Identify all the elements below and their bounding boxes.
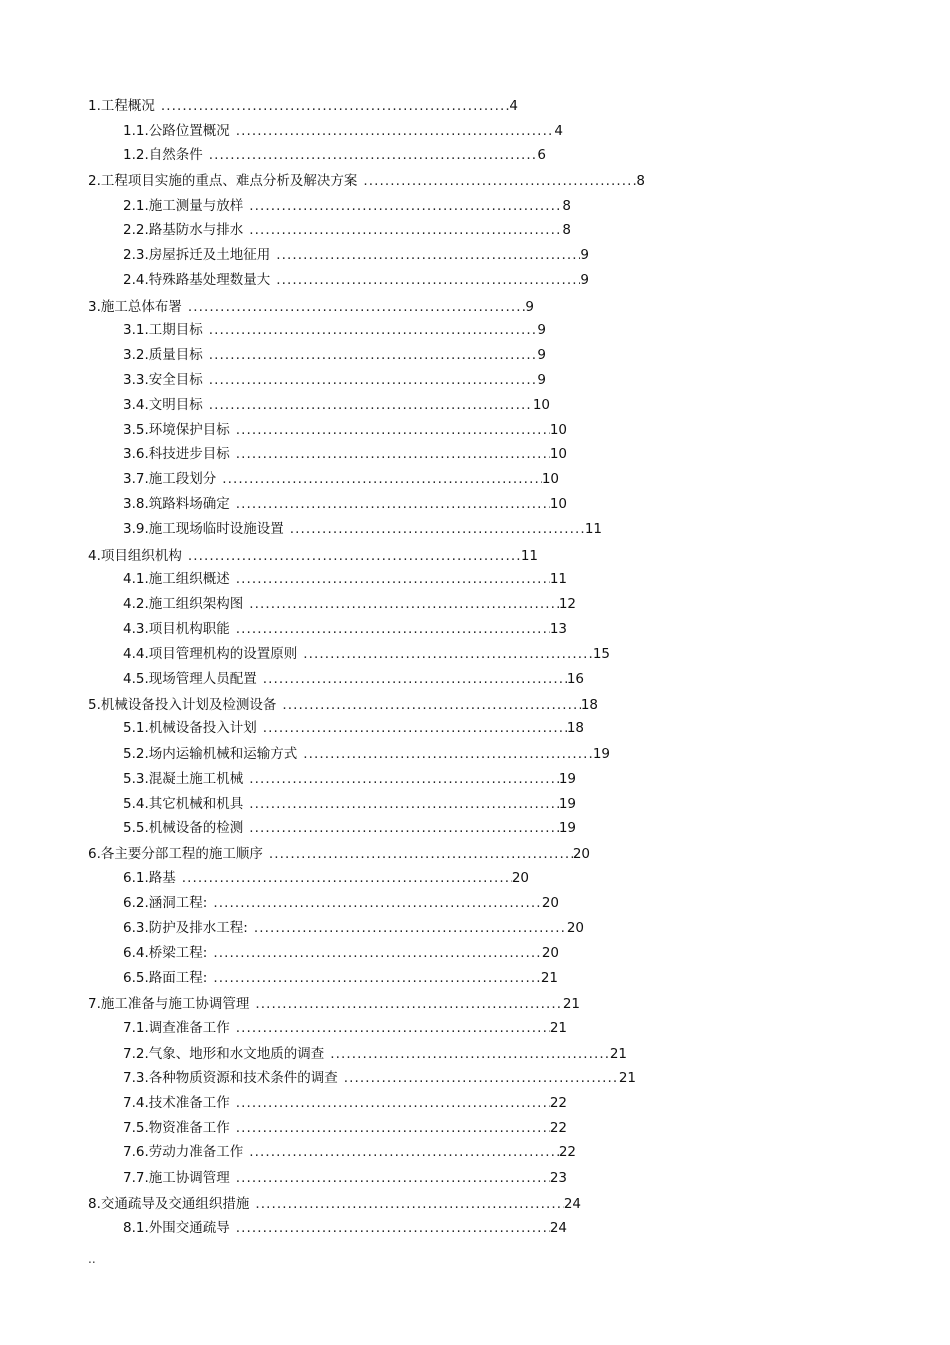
toc-entry-number: 3.8. — [123, 496, 149, 512]
toc-entry-title: 公路位置概况 — [148, 123, 230, 139]
toc-entry-number: 4.4. — [123, 646, 149, 662]
toc-entry-title: 机械设备投入计划及检测设备 — [100, 697, 277, 713]
toc-entry-title: 施工准备与施工协调管理 — [100, 996, 250, 1012]
toc-entry-number: 1.1. — [123, 123, 149, 139]
toc-dot-leader — [209, 394, 533, 416]
toc-entry-title: 各主要分部工程的施工顺序 — [100, 846, 263, 862]
toc-entry-title: 施工组织架构图 — [148, 596, 244, 612]
toc-dot-leader — [303, 743, 593, 765]
toc-entry[interactable] — [123, 195, 571, 217]
toc-entry-number: 3.5. — [123, 422, 149, 438]
toc-entry-page-number: 8 — [636, 173, 645, 189]
toc-entry-number: 2.1. — [123, 198, 149, 214]
toc-dot-leader — [236, 120, 555, 142]
toc-entry-number: 7.7. — [123, 1170, 149, 1186]
toc-entry-page-number: 6 — [537, 147, 546, 163]
toc-dot-leader — [209, 369, 538, 391]
toc-entry-number: 4.3. — [123, 621, 149, 637]
toc-dot-leader — [236, 568, 550, 590]
toc-entry[interactable] — [123, 817, 576, 839]
toc-entry-page-number: 22 — [549, 1095, 567, 1111]
toc-entry[interactable] — [123, 643, 610, 665]
toc-dot-leader — [249, 593, 559, 615]
toc-entry[interactable] — [88, 843, 590, 865]
toc-entry-number: 5.3. — [123, 771, 149, 787]
toc-entry-title: 混凝土施工机械 — [148, 771, 244, 787]
toc-entry-number: 5.2. — [123, 746, 149, 762]
toc-entry-number: 5.1. — [123, 720, 149, 736]
toc-entry-title: 交通疏导及交通组织措施 — [100, 1196, 250, 1212]
toc-entry-number: 6.5. — [123, 970, 149, 986]
toc-dot-leader — [213, 967, 540, 989]
toc-dot-leader — [255, 993, 562, 1015]
toc-entry-page-number: 20 — [566, 920, 584, 936]
toc-entry-page-number: 12 — [558, 596, 576, 612]
toc-entry-page-number: 18 — [580, 697, 598, 713]
toc-dot-leader — [276, 244, 580, 266]
toc-entry[interactable] — [123, 743, 610, 765]
toc-entry[interactable] — [123, 892, 559, 914]
toc-entry-number: 3.3. — [123, 372, 149, 388]
toc-entry-page-number: 22 — [549, 1120, 567, 1136]
toc-entry-title: 施工协调管理 — [148, 1170, 230, 1186]
toc-entry-number: 3.9. — [123, 521, 149, 537]
toc-entry-title: 物资准备工作 — [148, 1120, 230, 1136]
toc-entry[interactable] — [123, 493, 567, 515]
toc-entry-page-number: 10 — [549, 422, 567, 438]
toc-dot-leader — [249, 1141, 559, 1163]
toc-dot-leader — [236, 1117, 550, 1139]
toc-entry-page-number: 21 — [609, 1046, 627, 1062]
toc-entry-page-number: 15 — [592, 646, 610, 662]
toc-entry-title: 调查准备工作 — [148, 1020, 230, 1036]
toc-entry[interactable] — [123, 120, 563, 142]
toc-entry-number: 6. — [88, 846, 101, 862]
toc-entry-title: 防护及排水工程: — [148, 920, 248, 936]
toc-entry-page-number: 23 — [549, 1170, 567, 1186]
toc-entry[interactable] — [123, 1067, 636, 1089]
toc-entry-title: 外围交通疏导 — [148, 1220, 230, 1236]
toc-entry-title: 工程项目实施的重点、难点分析及解决方案 — [100, 173, 358, 189]
toc-entry-page-number: 10 — [549, 446, 567, 462]
toc-entry-number: 7. — [88, 996, 101, 1012]
toc-dot-leader — [236, 419, 550, 441]
toc-entry-page-number: 20 — [572, 846, 590, 862]
toc-dot-leader — [254, 917, 567, 939]
toc-entry-number: 1.2. — [123, 147, 149, 163]
toc-entry[interactable] — [123, 394, 550, 416]
toc-entry-title: 安全目标 — [148, 372, 203, 388]
toc-entry-page-number: 9 — [525, 299, 534, 315]
toc-entry-page-number: 18 — [566, 720, 584, 736]
toc-entry[interactable] — [88, 296, 534, 318]
toc-entry[interactable] — [88, 694, 598, 716]
toc-dot-leader — [249, 195, 562, 217]
toc-entry[interactable] — [88, 170, 645, 192]
toc-entry-title: 筑路料场确定 — [148, 496, 230, 512]
toc-entry-number: 7.5. — [123, 1120, 149, 1136]
toc-entry[interactable] — [123, 768, 576, 790]
toc-entry-number: 2.3. — [123, 247, 149, 263]
toc-entry[interactable] — [88, 95, 518, 117]
toc-entry-number: 3. — [88, 299, 101, 315]
toc-entry-page-number: 21 — [618, 1070, 636, 1086]
toc-entry-page-number: 4 — [509, 98, 518, 114]
toc-dot-leader — [209, 144, 538, 166]
toc-entry-number: 3.6. — [123, 446, 149, 462]
toc-entry-number: 4.1. — [123, 571, 149, 587]
toc-entry-number: 5. — [88, 697, 101, 713]
toc-dot-leader — [263, 717, 567, 739]
toc-entry[interactable] — [123, 668, 584, 690]
toc-entry-number: 3.1. — [123, 322, 149, 338]
toc-entry-number: 7.4. — [123, 1095, 149, 1111]
toc-entry-page-number: 9 — [537, 322, 546, 338]
toc-entry[interactable] — [123, 917, 584, 939]
toc-entry-number: 3.4. — [123, 397, 149, 413]
toc-dot-leader — [249, 768, 559, 790]
toc-entry[interactable] — [123, 867, 529, 889]
toc-entry-page-number: 13 — [549, 621, 567, 637]
toc-dot-leader — [209, 319, 538, 341]
toc-dot-leader — [303, 643, 593, 665]
toc-entry[interactable] — [123, 1167, 567, 1189]
toc-entry-number: 6.2. — [123, 895, 149, 911]
toc-entry-page-number: 8 — [562, 222, 571, 238]
toc-entry-number: 2. — [88, 173, 101, 189]
toc-entry-title: 房屋拆迁及土地征用 — [148, 247, 271, 263]
toc-dot-leader — [330, 1043, 610, 1065]
toc-entry-title: 技术准备工作 — [148, 1095, 230, 1111]
toc-entry[interactable] — [123, 1141, 576, 1163]
toc-dot-leader — [222, 468, 542, 490]
toc-entry-number: 3.2. — [123, 347, 149, 363]
toc-entry[interactable] — [123, 269, 589, 291]
toc-entry-title: 项目管理机构的设置原则 — [148, 646, 298, 662]
toc-entry-page-number: 21 — [549, 1020, 567, 1036]
toc-entry-number: 8.1. — [123, 1220, 149, 1236]
toc-entry[interactable] — [123, 419, 567, 441]
toc-entry-title: 现场管理人员配置 — [148, 671, 257, 687]
toc-entry-page-number: 20 — [511, 870, 529, 886]
toc-entry-page-number: 9 — [580, 272, 589, 288]
toc-entry-number: 7.1. — [123, 1020, 149, 1036]
toc-entry-title: 桥梁工程: — [148, 945, 208, 961]
toc-entry-title: 机械设备的检测 — [148, 820, 244, 836]
toc-entry-page-number: 10 — [549, 496, 567, 512]
toc-dot-leader — [236, 493, 550, 515]
toc-entry-title: 项目组织机构 — [100, 548, 182, 564]
toc-entry-page-number: 20 — [541, 945, 559, 961]
toc-entry-title: 施工组织概述 — [148, 571, 230, 587]
toc-dot-leader — [236, 1092, 550, 1114]
toc-entry-page-number: 11 — [549, 571, 567, 587]
toc-entry-number: 5.5. — [123, 820, 149, 836]
toc-entry[interactable] — [88, 993, 580, 1015]
toc-entry[interactable] — [123, 319, 546, 341]
toc-entry-number: 7.2. — [123, 1046, 149, 1062]
toc-entry[interactable] — [123, 344, 546, 366]
toc-entry-title: 施工现场临时设施设置 — [148, 521, 284, 537]
toc-dot-leader — [290, 518, 585, 540]
toc-dot-leader — [209, 344, 538, 366]
toc-entry[interactable] — [123, 144, 546, 166]
toc-entry[interactable] — [123, 1092, 567, 1114]
toc-dot-leader — [344, 1067, 619, 1089]
toc-dot-leader — [363, 170, 636, 192]
toc-entry-title: 劳动力准备工作 — [148, 1144, 244, 1160]
toc-entry[interactable] — [123, 967, 558, 989]
toc-entry-title: 各种物质资源和技术条件的调查 — [148, 1070, 338, 1086]
toc-entry-number: 2.2. — [123, 222, 149, 238]
toc-dot-leader — [236, 1017, 550, 1039]
toc-entry[interactable] — [123, 1117, 567, 1139]
toc-dot-leader — [182, 867, 512, 889]
toc-entry-title: 自然条件 — [148, 147, 203, 163]
toc-entry-page-number: 10 — [541, 471, 559, 487]
toc-entry-page-number: 20 — [541, 895, 559, 911]
toc-entry[interactable] — [88, 1193, 581, 1215]
toc-entry-page-number: 4 — [554, 123, 563, 139]
toc-entry[interactable] — [123, 1043, 627, 1065]
toc-entry-title: 路面工程: — [148, 970, 208, 986]
toc-entry[interactable] — [123, 793, 576, 815]
toc-entry-page-number: 19 — [558, 820, 576, 836]
toc-entry-page-number: 10 — [532, 397, 550, 413]
toc-entry-page-number: 19 — [558, 771, 576, 787]
toc-dot-leader — [236, 618, 550, 640]
toc-entry[interactable] — [123, 1017, 567, 1039]
toc-entry-title: 路基防水与排水 — [148, 222, 244, 238]
toc-entry-title: 气象、地形和水文地质的调查 — [148, 1046, 325, 1062]
toc-dot-leader — [213, 892, 541, 914]
toc-entry-number: 4.2. — [123, 596, 149, 612]
toc-entry-number: 7.3. — [123, 1070, 149, 1086]
toc-entry[interactable] — [123, 219, 571, 241]
toc-entry-number: 6.3. — [123, 920, 149, 936]
toc-entry-page-number: 11 — [520, 548, 538, 564]
toc-entry-page-number: 9 — [580, 247, 589, 263]
toc-entry-number: 4. — [88, 548, 101, 564]
toc-entry-title: 其它机械和机具 — [148, 796, 244, 812]
toc-entry[interactable] — [123, 369, 546, 391]
toc-entry-number: 1. — [88, 98, 101, 114]
toc-entry-number: 7.6. — [123, 1144, 149, 1160]
toc-dot-leader — [188, 545, 521, 567]
toc-entry-number: 6.4. — [123, 945, 149, 961]
toc-entry-number: 3.7. — [123, 471, 149, 487]
toc-entry-page-number: 19 — [558, 796, 576, 812]
toc-entry-title: 工程概况 — [100, 98, 155, 114]
toc-entry-number: 2.4. — [123, 272, 149, 288]
toc-entry-page-number: 16 — [566, 671, 584, 687]
toc-entry-title: 施工总体布署 — [100, 299, 182, 315]
toc-dot-leader — [236, 1217, 550, 1239]
toc-entry-title: 文明目标 — [148, 397, 203, 413]
toc-entry-title: 项目机构职能 — [148, 621, 230, 637]
toc-dot-leader — [213, 942, 541, 964]
toc-entry-title: 质量目标 — [148, 347, 203, 363]
toc-entry-title: 科技进步目标 — [148, 446, 230, 462]
toc-entry[interactable] — [123, 443, 567, 465]
toc-dot-leader — [249, 793, 559, 815]
toc-dot-leader — [282, 694, 580, 716]
toc-entry-title: 场内运输机械和运输方式 — [148, 746, 298, 762]
toc-entry-number: 6.1. — [123, 870, 149, 886]
toc-entry-page-number: 11 — [584, 521, 602, 537]
toc-entry-page-number: 19 — [592, 746, 610, 762]
toc-entry-title: 环境保护目标 — [148, 422, 230, 438]
toc-dot-leader — [269, 843, 573, 865]
toc-entry[interactable] — [123, 518, 602, 540]
toc-entry[interactable] — [123, 942, 559, 964]
page-footer-mark: .. — [88, 1252, 96, 1266]
toc-entry-number: 8. — [88, 1196, 101, 1212]
toc-dot-leader — [255, 1193, 563, 1215]
toc-entry-page-number: 24 — [549, 1220, 567, 1236]
toc-dot-leader — [236, 443, 550, 465]
toc-entry[interactable] — [123, 618, 567, 640]
toc-entry[interactable] — [123, 593, 576, 615]
toc-dot-leader — [236, 1167, 550, 1189]
toc-entry-page-number: 9 — [537, 372, 546, 388]
toc-entry-title: 工期目标 — [148, 322, 203, 338]
toc-entry[interactable] — [123, 717, 584, 739]
toc-entry-title: 特殊路基处理数量大 — [148, 272, 271, 288]
toc-entry-page-number: 21 — [540, 970, 558, 986]
toc-entry[interactable] — [88, 545, 538, 567]
toc-entry[interactable] — [123, 1217, 567, 1239]
toc-entry[interactable] — [123, 468, 559, 490]
toc-entry-title: 施工测量与放样 — [148, 198, 244, 214]
toc-dot-leader — [161, 95, 510, 117]
toc-entry-page-number: 8 — [562, 198, 571, 214]
toc-entry-number: 5.4. — [123, 796, 149, 812]
toc-entry[interactable] — [123, 244, 589, 266]
toc-entry-title: 机械设备投入计划 — [148, 720, 257, 736]
toc-dot-leader — [276, 269, 580, 291]
toc-dot-leader — [188, 296, 526, 318]
toc-entry-page-number: 21 — [562, 996, 580, 1012]
toc-entry-title: 施工段划分 — [148, 471, 217, 487]
toc-entry-number: 4.5. — [123, 671, 149, 687]
toc-entry[interactable] — [123, 568, 567, 590]
toc-dot-leader — [263, 668, 567, 690]
toc-entry-page-number: 22 — [558, 1144, 576, 1160]
toc-dot-leader — [249, 219, 562, 241]
toc-entry-title: 涵洞工程: — [148, 895, 208, 911]
toc-dot-leader — [249, 817, 559, 839]
toc-entry-title: 路基 — [148, 870, 176, 886]
toc-entry-page-number: 24 — [563, 1196, 581, 1212]
toc-entry-page-number: 9 — [537, 347, 546, 363]
